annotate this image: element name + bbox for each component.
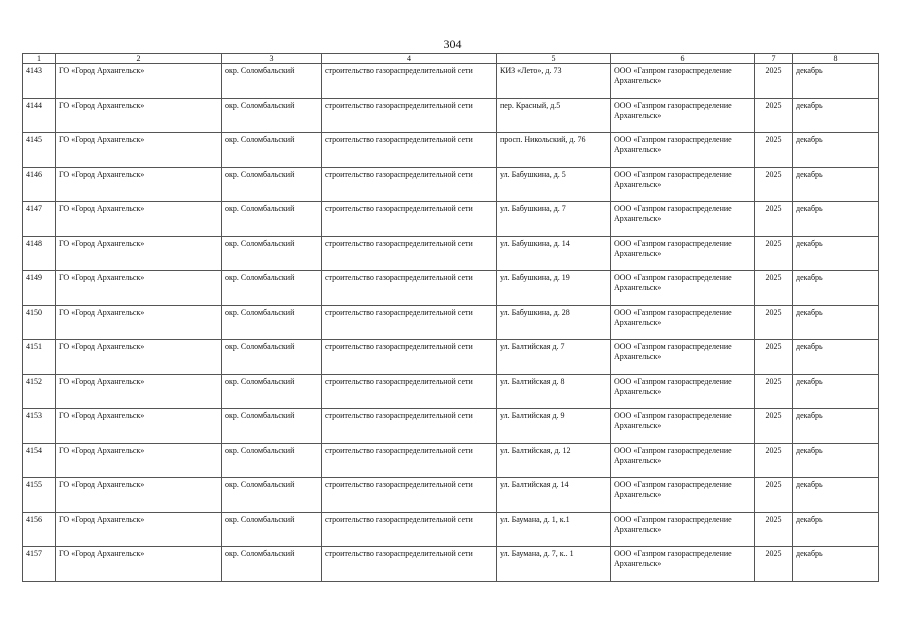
month-cell: декабрь xyxy=(793,236,879,271)
municipality-cell: ГО «Город Архангельск» xyxy=(56,202,222,237)
row-number-cell: 4157 xyxy=(23,547,56,582)
organization-cell: ООО «Газпром газораспределение Архангельск» xyxy=(611,374,755,409)
year-cell: 2025 xyxy=(755,512,793,547)
district-cell: окр. Соломбальский xyxy=(222,340,322,375)
work-type-cell: строительство газораспределительной сети xyxy=(322,64,497,99)
municipality-cell: ГО «Город Архангельск» xyxy=(56,340,222,375)
work-type-cell: строительство газораспределительной сети xyxy=(322,271,497,306)
district-cell: окр. Соломбальский xyxy=(222,98,322,133)
organization-cell: ООО «Газпром газораспределение Архангельск» xyxy=(611,236,755,271)
district-cell: окр. Соломбальский xyxy=(222,409,322,444)
table-row xyxy=(23,64,879,99)
organization-cell: ООО «Газпром газораспределение Архангельск» xyxy=(611,167,755,202)
year-cell: 2025 xyxy=(755,98,793,133)
work-type-cell: строительство газораспределительной сети xyxy=(322,478,497,513)
work-type-cell: строительство газораспределительной сети xyxy=(322,98,497,133)
table-row xyxy=(23,547,879,582)
organization-cell: ООО «Газпром газораспределение Архангельск» xyxy=(611,133,755,168)
municipality-cell: ГО «Город Архангельск» xyxy=(56,133,222,168)
table-row xyxy=(23,374,879,409)
year-cell: 2025 xyxy=(755,236,793,271)
work-type-cell: строительство газораспределительной сети xyxy=(322,443,497,478)
address-cell: ул. Бабушкина, д. 7 xyxy=(497,202,611,237)
table-header xyxy=(23,54,879,64)
row-number-cell: 4144 xyxy=(23,98,56,133)
month-cell: декабрь xyxy=(793,98,879,133)
organization-cell: ООО «Газпром газораспределение Архангельск» xyxy=(611,409,755,444)
column-number: 2 xyxy=(56,54,222,64)
table-row xyxy=(23,271,879,306)
address-cell: ул. Балтийская д. 8 xyxy=(497,374,611,409)
row-number-cell: 4152 xyxy=(23,374,56,409)
address-cell: ул. Баумана, д. 7, к.. 1 xyxy=(497,547,611,582)
page-number: 304 xyxy=(443,37,462,51)
year-cell: 2025 xyxy=(755,443,793,478)
month-cell: декабрь xyxy=(793,202,879,237)
month-cell: декабрь xyxy=(793,512,879,547)
district-cell: окр. Соломбальский xyxy=(222,236,322,271)
work-type-cell: строительство газораспределительной сети xyxy=(322,547,497,582)
organization-cell: ООО «Газпром газораспределение Архангельск» xyxy=(611,478,755,513)
municipality-cell: ГО «Город Архангельск» xyxy=(56,98,222,133)
month-cell: декабрь xyxy=(793,305,879,340)
year-cell: 2025 xyxy=(755,202,793,237)
year-cell: 2025 xyxy=(755,374,793,409)
row-number-cell: 4155 xyxy=(23,478,56,513)
municipality-cell: ГО «Город Архангельск» xyxy=(56,512,222,547)
month-cell: декабрь xyxy=(793,409,879,444)
district-cell: окр. Соломбальский xyxy=(222,305,322,340)
district-cell: окр. Соломбальский xyxy=(222,512,322,547)
row-number-cell: 4145 xyxy=(23,133,56,168)
work-type-cell: строительство газораспределительной сети xyxy=(322,305,497,340)
municipality-cell: ГО «Город Архангельск» xyxy=(56,271,222,306)
month-cell: декабрь xyxy=(793,478,879,513)
month-cell: декабрь xyxy=(793,340,879,375)
row-number-cell: 4146 xyxy=(23,167,56,202)
district-cell: окр. Соломбальский xyxy=(222,64,322,99)
year-cell: 2025 xyxy=(755,64,793,99)
organization-cell: ООО «Газпром газораспределение Архангельск» xyxy=(611,547,755,582)
table-row xyxy=(23,409,879,444)
month-cell: декабрь xyxy=(793,271,879,306)
row-number-cell: 4143 xyxy=(23,64,56,99)
row-number-cell: 4151 xyxy=(23,340,56,375)
year-cell: 2025 xyxy=(755,478,793,513)
table-row xyxy=(23,443,879,478)
column-number: 3 xyxy=(222,54,322,64)
district-cell: окр. Соломбальский xyxy=(222,478,322,513)
district-cell: окр. Соломбальский xyxy=(222,271,322,306)
year-cell: 2025 xyxy=(755,133,793,168)
column-number: 8 xyxy=(793,54,879,64)
organization-cell: ООО «Газпром газораспределение Архангельск» xyxy=(611,340,755,375)
column-number: 7 xyxy=(755,54,793,64)
organization-cell: ООО «Газпром газораспределение Архангельск» xyxy=(611,271,755,306)
column-number: 5 xyxy=(497,54,611,64)
row-number-cell: 4150 xyxy=(23,305,56,340)
organization-cell: ООО «Газпром газораспределение Архангельск» xyxy=(611,305,755,340)
work-type-cell: строительство газораспределительной сети xyxy=(322,133,497,168)
row-number-cell: 4153 xyxy=(23,409,56,444)
row-number-cell: 4156 xyxy=(23,512,56,547)
table-row xyxy=(23,512,879,547)
municipality-cell: ГО «Город Архангельск» xyxy=(56,478,222,513)
table-row xyxy=(23,340,879,375)
address-cell: ул. Баумана, д. 1, к.1 xyxy=(497,512,611,547)
row-number-cell: 4149 xyxy=(23,271,56,306)
year-cell: 2025 xyxy=(755,167,793,202)
work-type-cell: строительство газораспределительной сети xyxy=(322,409,497,444)
municipality-cell: ГО «Город Архангельск» xyxy=(56,64,222,99)
work-type-cell: строительство газораспределительной сети xyxy=(322,340,497,375)
municipality-cell: ГО «Город Архангельск» xyxy=(56,236,222,271)
work-type-cell: строительство газораспределительной сети xyxy=(322,374,497,409)
year-cell: 2025 xyxy=(755,305,793,340)
municipality-cell: ГО «Город Архангельск» xyxy=(56,547,222,582)
district-cell: окр. Соломбальский xyxy=(222,167,322,202)
table-row xyxy=(23,478,879,513)
register-table xyxy=(22,53,879,582)
month-cell: декабрь xyxy=(793,64,879,99)
municipality-cell: ГО «Город Архангельск» xyxy=(56,443,222,478)
month-cell: декабрь xyxy=(793,167,879,202)
row-number-cell: 4147 xyxy=(23,202,56,237)
organization-cell: ООО «Газпром газораспределение Архангельск» xyxy=(611,202,755,237)
organization-cell: ООО «Газпром газораспределение Архангельск» xyxy=(611,64,755,99)
work-type-cell: строительство газораспределительной сети xyxy=(322,202,497,237)
table-row xyxy=(23,133,879,168)
organization-cell: ООО «Газпром газораспределение Архангельск» xyxy=(611,443,755,478)
row-number-cell: 4154 xyxy=(23,443,56,478)
work-type-cell: строительство газораспределительной сети xyxy=(322,236,497,271)
address-cell: ул. Бабушкина, д. 19 xyxy=(497,271,611,306)
address-cell: ул. Балтийская д. 9 xyxy=(497,409,611,444)
organization-cell: ООО «Газпром газораспределение Архангельск» xyxy=(611,512,755,547)
row-number-cell: 4148 xyxy=(23,236,56,271)
work-type-cell: строительство газораспределительной сети xyxy=(322,512,497,547)
district-cell: окр. Соломбальский xyxy=(222,374,322,409)
district-cell: окр. Соломбальский xyxy=(222,202,322,237)
address-cell: пер. Красный, д.5 xyxy=(497,98,611,133)
address-cell: ул. Балтийская, д. 12 xyxy=(497,443,611,478)
municipality-cell: ГО «Город Архангельск» xyxy=(56,305,222,340)
column-number-row xyxy=(23,54,879,64)
table-body xyxy=(23,64,879,582)
address-cell: КИЗ «Лето», д. 73 xyxy=(497,64,611,99)
month-cell: декабрь xyxy=(793,374,879,409)
district-cell: окр. Соломбальский xyxy=(222,133,322,168)
table-row xyxy=(23,236,879,271)
year-cell: 2025 xyxy=(755,271,793,306)
district-cell: окр. Соломбальский xyxy=(222,547,322,582)
month-cell: декабрь xyxy=(793,133,879,168)
year-cell: 2025 xyxy=(755,409,793,444)
address-cell: ул. Бабушкина, д. 5 xyxy=(497,167,611,202)
year-cell: 2025 xyxy=(755,547,793,582)
year-cell: 2025 xyxy=(755,340,793,375)
table-row xyxy=(23,202,879,237)
column-number: 1 xyxy=(23,54,56,64)
address-cell: ул. Бабушкина, д. 14 xyxy=(497,236,611,271)
month-cell: декабрь xyxy=(793,547,879,582)
column-number: 4 xyxy=(322,54,497,64)
table-row xyxy=(23,305,879,340)
work-type-cell: строительство газораспределительной сети xyxy=(322,167,497,202)
municipality-cell: ГО «Город Архангельск» xyxy=(56,374,222,409)
district-cell: окр. Соломбальский xyxy=(222,443,322,478)
table-row xyxy=(23,167,879,202)
column-number: 6 xyxy=(611,54,755,64)
municipality-cell: ГО «Город Архангельск» xyxy=(56,409,222,444)
address-cell: просп. Никольский, д. 76 xyxy=(497,133,611,168)
address-cell: ул. Балтийская д. 7 xyxy=(497,340,611,375)
municipality-cell: ГО «Город Архангельск» xyxy=(56,167,222,202)
month-cell: декабрь xyxy=(793,443,879,478)
table-row xyxy=(23,98,879,133)
address-cell: ул. Балтийская д. 14 xyxy=(497,478,611,513)
address-cell: ул. Бабушкина, д. 28 xyxy=(497,305,611,340)
organization-cell: ООО «Газпром газораспределение Архангельск» xyxy=(611,98,755,133)
